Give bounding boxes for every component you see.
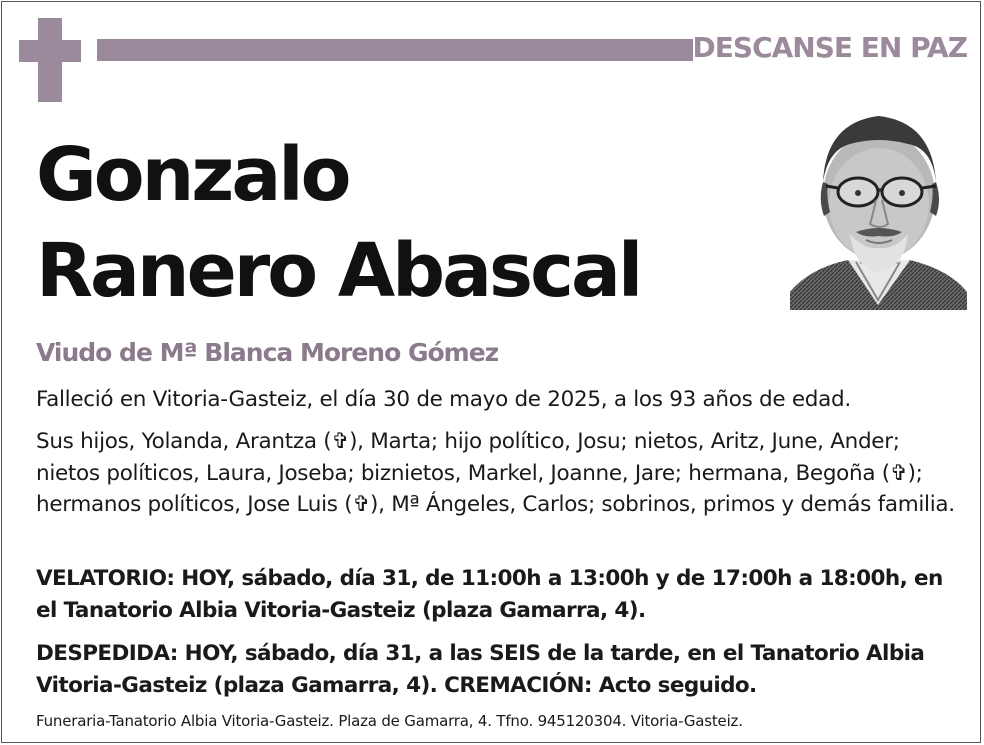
funeral-home-footer: Funeraria-Tanatorio Albia Vitoria-Gasteiz. Plaza de Gamarra, 4. Tfno. 945120304. Vitoria-Gasteiz. — [36, 712, 743, 730]
portrait-photo — [790, 100, 967, 310]
header-title: DESCANSE EN PAZ — [692, 31, 967, 64]
header-divider-bar — [97, 39, 693, 61]
death-announcement: Falleció en Vitoria-Gasteiz, el día 30 de mayo de 2025, a los 93 años de edad. — [36, 387, 851, 412]
deceased-surname: Ranero Abascal — [36, 228, 641, 314]
portrait-illustration — [790, 100, 967, 310]
widower-subtitle: Viudo de Mª Blanca Moreno Gómez — [36, 338, 499, 367]
cross-horizontal-bar — [19, 40, 81, 62]
farewell-details: DESPEDIDA: HOY, sábado, día 31, a las SEIS de la tarde, en el Tanatorio Albia Vitoria-Gasteiz (plaza Gamarra, 4). CREMACIÓN: Acto seguido. — [36, 641, 925, 698]
family-list: Sus hijos, Yolanda, Arantza (✞), Marta; hijo político, Josu; nietos, Aritz, June, Ander; nietos políticos, Laura, Joseba; biznietos, Markel, Joanne, Jare; hermana, Begoña (✞); hermanos políticos, Jose Luis (✞), Mª Ángeles, Carlos; sobrinos, primos y demás familia. — [36, 429, 955, 517]
wake-details: VELATORIO: HOY, sábado, día 31, de 11:00h a 13:00h y de 17:00h a 18:00h, en el Tanatorio Albia Vitoria-Gasteiz (plaza Gamarra, 4). — [36, 566, 943, 623]
deceased-first-name: Gonzalo — [36, 132, 349, 218]
